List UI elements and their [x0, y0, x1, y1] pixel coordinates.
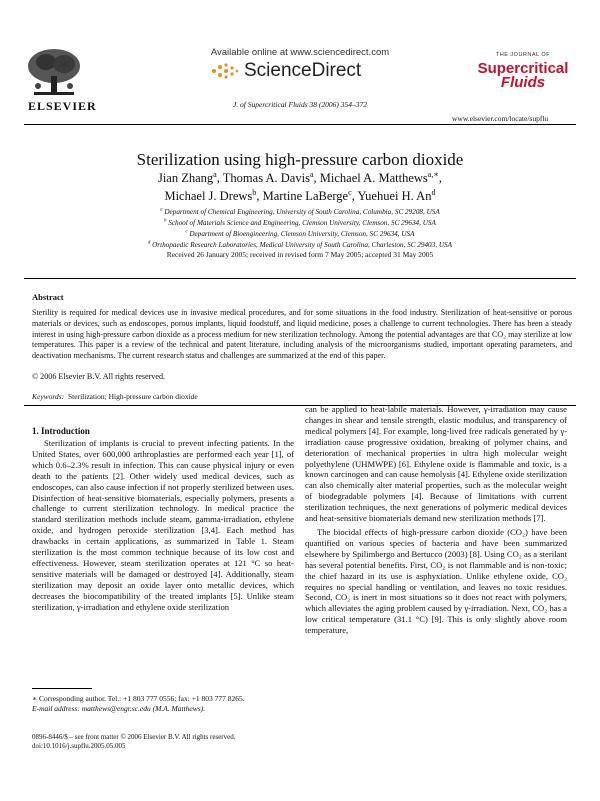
- article-title: Sterilization using high-pressure carbon dioxide: [136, 150, 464, 169]
- abstract-copyright: © 2006 Elsevier B.V. All rights reserved.: [32, 372, 166, 381]
- front-matter-line: 0896-8446/$ – see front matter © 2006 Elsevier B.V. All rights reserved.: [32, 733, 236, 741]
- affiliation-line: $^a$ Department of Chemical Engineering, University of South Carolina, Columbia, SC 29208, USA: [160, 207, 440, 216]
- author-name[interactable]: , Martine LaBerge: [256, 189, 349, 203]
- footnote-divider: [32, 688, 92, 689]
- affiliation-mark: a: [213, 169, 217, 179]
- journal-url[interactable]: www.elsevier.com/locate/supflu: [452, 114, 549, 123]
- footnote: [32, 694, 294, 713]
- affiliation-mark: b: [252, 187, 257, 197]
- affiliation-mark: c: [348, 187, 352, 197]
- affiliation-mark: a,∗: [427, 169, 439, 179]
- email-note[interactable]: E-mail address: matthews@engr.sc.edu (M.A. Matthews).: [32, 703, 206, 713]
- right-column: [305, 404, 567, 636]
- doi-line[interactable]: doi:10.1016/j.supflu.2005.05.005: [32, 742, 126, 750]
- affiliations: [60, 207, 540, 251]
- publisher-name: ELSEVIER: [28, 99, 97, 113]
- keywords: [32, 392, 198, 401]
- author-name[interactable]: Michael J. Drews: [164, 189, 253, 203]
- abstract-heading: Abstract: [32, 292, 64, 302]
- affiliation-line: $^b$ School of Materials Science and Engineering, Clemson University, Clemson, SC 29634, USA: [164, 218, 436, 227]
- affiliation-line: $^c$ Department of Bioengineering, Clemson University, Clemson, SC 29634, USA: [185, 229, 415, 238]
- header-divider: [24, 124, 576, 125]
- paragraph: Sterilization of implants is crucial to prevent infecting patients. In the United States, over 600,000 arthroplasties are performed each year [1], of which 0.6–2.3% result in infection. This can cause physical injury or even death to the patients [2]. Other widely used medical devices, such as endoscopes, can also cause infection if not properly sterilized between uses. Disinfection of heat-sensitive biomaterials, especially polymers, presents a challenge to current sterilization technology. In medical practice the standard sterilization methods include steam, gamma-irradiation, ethylene oxide, and hydrogen peroxide sterilization [3,4]. Each method has drawbacks in certain applications, as summarized in Table 1. Steam sterilization is the most common technique because of its low cost and effectiveness. However, steam sterilization operates at 121 °C so heat-sensitive materials will be damaged or destroyed [4]. Additionally, steam sterilization may deposit an oxide layer onto metallic devices, which decreases the biocompatibility of the treated implants [5]. Unlike steam sterilization, γ-irradiation and ethylene oxide sterilization: [32, 438, 294, 612]
- keywords-label: Keywords:: [32, 392, 65, 401]
- sciencedirect-dots-icon: [210, 62, 240, 80]
- section-heading-introduction: 1. Introduction: [32, 426, 90, 436]
- corresponding-author-note: ∗ Corresponding author. Tel.: +1 803 777 0556; fax: +1 803 777 8265.: [32, 694, 245, 703]
- received-dates: Received 26 January 2005; received in revised form 7 May 2005; accepted 31 May 2005: [166, 250, 434, 259]
- journal-logo-top: THE JOURNAL OF: [495, 52, 551, 58]
- affiliation-mark: a: [309, 169, 314, 179]
- left-column: [32, 438, 294, 613]
- sciencedirect-wordmark: ScienceDirect: [244, 60, 362, 81]
- journal-logo-mid: Supercritical: [477, 59, 569, 77]
- keywords-list: Sterilization; High-pressure carbon dioxide: [67, 392, 198, 401]
- journal-citation: J. of Supercritical Fluids 38 (2006) 354–372: [232, 100, 368, 109]
- affiliation-mark: d: [431, 187, 436, 197]
- journal-logo-bottom: Fluids: [500, 73, 546, 91]
- paragraph: The biocidal effects of high-pressure carbon dioxide (CO₂) have been quantified on various species of bacteria and have been summarized elsewhere by Spilimbergo and Bertucco (2003) [8]. Using CO₂ as a sterilant has several potential benefits. First, CO₂ is not flammable and is non-toxic; the chief hazard in its use is asphyxiation. Unlike ethylene oxide, CO₂ requires no special handling or ventilation, and leaves no toxic residues. Second, CO₂ is inert in most situations so it does not react with polymers, which alleviates the aging problem caused by γ-irradiation. Next, CO₂ has a low critical temperature (31.1 °C) [9]. This is only slightly above room temperature,: [305, 526, 567, 636]
- author-name[interactable]: , Michael A. Matthews: [313, 171, 428, 185]
- available-online-text: Available online at www.sciencedirect.com: [210, 47, 390, 58]
- author-name[interactable]: , Thomas A. Davis: [216, 171, 310, 185]
- paragraph: can be applied to heat-labile materials. However, γ-irradiation may cause changes in shear and tensile strength, elastic modulus, and transparency of medical polymers [4]. For example, long-lived free radicals generated by γ-irradiation cause progressive oxidation, breaking of polymer chains, and deterioration of mechanical properties in ultra high molecular weight polyethylene (UHMWPE) [6]. Ethylene oxide is flammable and toxic, is a known carcinogen and can cause hemolysis [4]. Ethylene oxide sterilization can also chemically alter material properties, such as the molecular weight of biodegradable polymers [4]. Because of limitations with current sterilization techniques, the next generations of polymeric medical devices and heat-sensitive biomaterials demand new sterilization methods [7].: [305, 404, 567, 524]
- abstract-text: Sterility is required for medical devices use in invasive medical procedures, and for some situations in the food industry. Sterilization of heat-sensitive or porous materials or devices, such as endoscopes, porous implants, liquid foodstuff, and liquid medicine, poses a challenge to current technologies. There has been a steady interest in using high-pressure carbon dioxide as a process medium for new sterilization technology. Among the potential advantages are that CO₂ may sterilize at low temperatures. This paper is a review of the technical and patent literature, including analysis of the microorganisms studied, important operating parameters, and deactivation mechanisms. The current research status and challenges are summarized at the end of this paper.: [32, 308, 572, 361]
- front-matter-notes: [32, 733, 236, 751]
- author-name[interactable]: , Yuehuei H. An: [351, 189, 432, 203]
- abstract-divider: [24, 278, 576, 279]
- author-name[interactable]: Jian Zhang: [157, 171, 214, 185]
- sciencedirect-logo[interactable]: [210, 60, 361, 82]
- affiliation-line: $^d$ Orthopaedic Research Laboratories, Medical University of South Carolina, Charleston, SC 29403, USA: [147, 240, 453, 249]
- journal-logo: [468, 53, 578, 90]
- author-list: Jian Zhang$^a$, Thomas A. Davis$^a$, Michael A. Matthews$^{a,∗}$, Michael J. Drews$^b$, Martine LaBerge$^c$, Yuehuei H. An$^d$: [157, 169, 443, 203]
